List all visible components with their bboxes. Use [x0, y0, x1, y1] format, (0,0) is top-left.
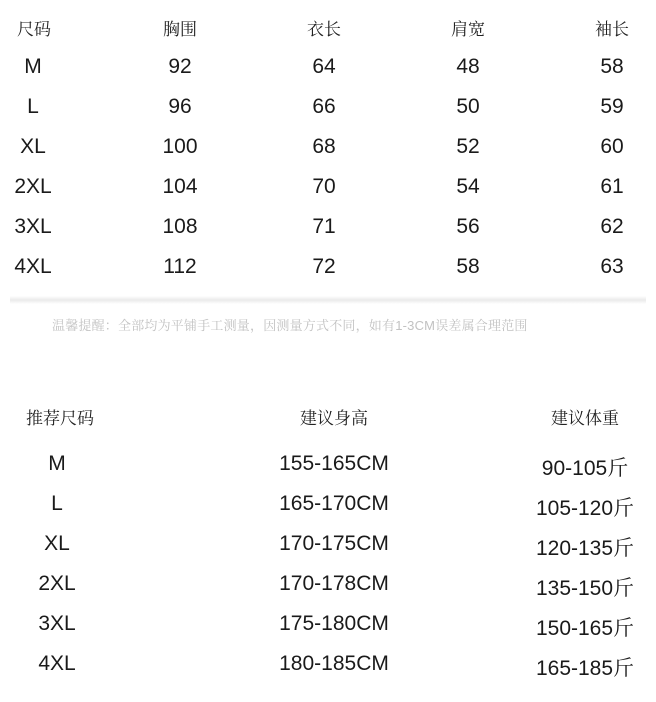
size-chart-cell: L	[27, 95, 39, 118]
recommend-cell: 170-175CM	[279, 532, 389, 555]
recommend-cell: 180-185CM	[279, 652, 389, 675]
recommend-header: 推荐尺码	[26, 409, 94, 428]
recommend-cell: 165-185斤	[535, 657, 635, 680]
size-chart-cell: 58	[456, 255, 480, 278]
size-chart-cell: 92	[168, 55, 192, 78]
size-chart-header: 尺码	[17, 20, 51, 39]
size-chart-cell: 59	[600, 95, 624, 118]
size-chart-cell: 72	[312, 255, 336, 278]
size-chart-cell: 100	[162, 135, 198, 158]
size-chart-cell: 68	[312, 135, 336, 158]
size-chart-cell: 48	[456, 55, 480, 78]
recommend-cell: 170-178CM	[279, 572, 389, 595]
recommend-cell: 155-165CM	[279, 452, 389, 475]
recommend-cell: L	[51, 492, 63, 515]
size-chart-cell: 50	[456, 95, 480, 118]
recommend-cell: 120-135斤	[535, 537, 635, 560]
size-chart-cell: 4XL	[14, 255, 52, 278]
size-chart-cell: 61	[600, 175, 624, 198]
size-chart-cell: 64	[312, 55, 336, 78]
size-chart-cell: 54	[456, 175, 480, 198]
size-chart-cell: 62	[600, 215, 624, 238]
size-chart-cell: 104	[162, 175, 198, 198]
size-chart-header: 胸围	[163, 20, 197, 39]
size-chart-cell: M	[24, 55, 42, 78]
size-chart-cell: 70	[312, 175, 336, 198]
size-chart-cell: 52	[456, 135, 480, 158]
size-chart-cell: XL	[20, 135, 46, 158]
recommend-cell: 90-105斤	[541, 457, 629, 480]
recommend-header: 建议体重	[551, 409, 619, 428]
size-chart-cell: 63	[600, 255, 624, 278]
measurement-note: 温馨提醒：全部均为平铺手工测量，因测量方式不同，如有1-3CM误差属合理范围	[52, 318, 528, 333]
size-chart-cell: 3XL	[14, 215, 52, 238]
size-chart-cell: 66	[312, 95, 336, 118]
recommend-cell: 150-165斤	[535, 617, 635, 640]
recommend-cell: 2XL	[38, 572, 76, 595]
recommend-cell: M	[48, 452, 66, 475]
recommend-cell: 3XL	[38, 612, 76, 635]
size-chart-cell: 96	[168, 95, 192, 118]
recommend-cell: 135-150斤	[535, 577, 635, 600]
recommend-cell: XL	[44, 532, 70, 555]
recommend-cell: 165-170CM	[279, 492, 389, 515]
size-chart-header: 袖长	[595, 20, 629, 39]
size-chart-cell: 60	[600, 135, 624, 158]
section-divider	[10, 296, 646, 304]
recommend-cell: 175-180CM	[279, 612, 389, 635]
size-chart-cell: 71	[312, 215, 336, 238]
size-chart-cell: 108	[162, 215, 198, 238]
size-chart-cell: 58	[600, 55, 624, 78]
recommend-header: 建议身高	[300, 409, 368, 428]
size-chart-header: 衣长	[307, 20, 341, 39]
size-chart-cell: 56	[456, 215, 480, 238]
size-chart-cell: 2XL	[14, 175, 52, 198]
recommend-cell: 105-120斤	[535, 497, 635, 520]
size-chart-header: 肩宽	[451, 20, 485, 39]
recommend-cell: 4XL	[38, 652, 76, 675]
size-chart-cell: 112	[163, 255, 197, 278]
